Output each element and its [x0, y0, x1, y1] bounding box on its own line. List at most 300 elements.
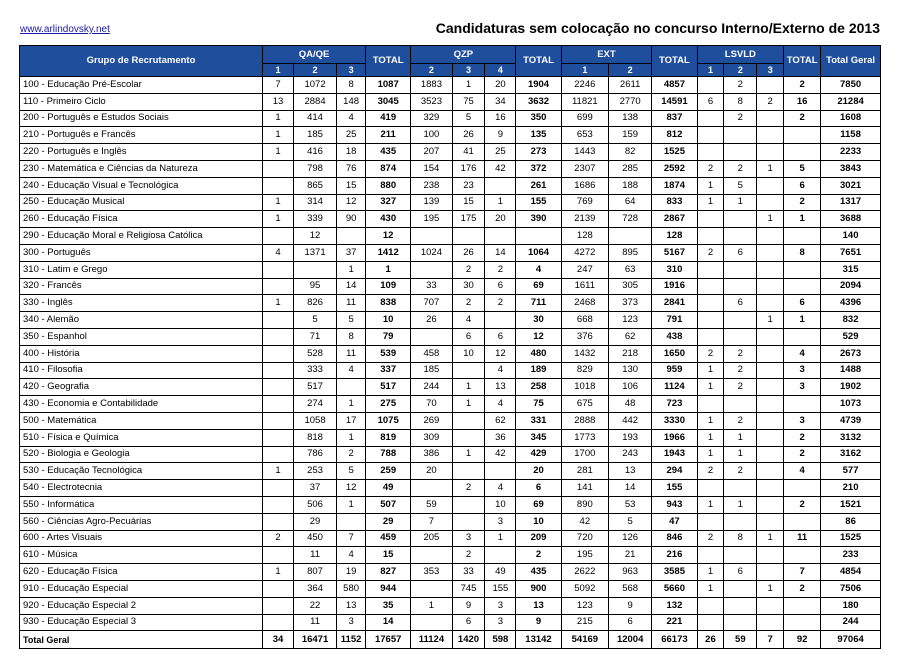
- table-row: [20, 144, 881, 161]
- value-cell: [263, 228, 294, 245]
- value-cell: 9: [516, 614, 561, 631]
- subcol-lsvld-3: 3: [757, 64, 784, 77]
- value-cell: 1: [724, 429, 757, 446]
- value-cell: 3843: [821, 160, 881, 177]
- table-row: [20, 261, 881, 278]
- value-cell: 309: [411, 429, 452, 446]
- value-cell: 944: [366, 580, 411, 597]
- table-row: [20, 547, 881, 564]
- value-cell: 3: [485, 614, 516, 631]
- header-ext-total: TOTAL: [652, 46, 697, 77]
- value-cell: 507: [366, 496, 411, 513]
- value-cell: 329: [411, 110, 452, 127]
- value-cell: [757, 614, 784, 631]
- table-row: [20, 228, 881, 245]
- value-cell: 274: [293, 396, 336, 413]
- value-cell: [757, 463, 784, 480]
- value-cell: 1700: [561, 446, 608, 463]
- value-cell: 2: [452, 295, 485, 312]
- value-cell: [757, 295, 784, 312]
- value-cell: 6: [697, 93, 724, 110]
- group-name-cell: 910 - Educação Especial: [20, 580, 263, 597]
- value-cell: 140: [821, 228, 881, 245]
- value-cell: [337, 513, 366, 530]
- subcol-qaqe-1: 1: [263, 64, 294, 77]
- value-cell: 2246: [561, 77, 608, 94]
- value-cell: 2: [452, 261, 485, 278]
- value-cell: 2: [784, 580, 821, 597]
- value-cell: 435: [366, 144, 411, 161]
- value-cell: 353: [411, 564, 452, 581]
- value-cell: 305: [609, 278, 652, 295]
- value-cell: 1: [263, 127, 294, 144]
- value-cell: 1: [452, 446, 485, 463]
- value-cell: 2841: [652, 295, 697, 312]
- group-name-cell: 310 - Latim e Grego: [20, 261, 263, 278]
- value-cell: 8: [784, 244, 821, 261]
- value-cell: 11: [293, 547, 336, 564]
- value-cell: 4: [485, 362, 516, 379]
- group-name-cell: 220 - Português e Inglês: [20, 144, 263, 161]
- value-cell: 12: [516, 328, 561, 345]
- value-cell: 1: [263, 211, 294, 228]
- value-cell: 711: [516, 295, 561, 312]
- value-cell: [784, 278, 821, 295]
- value-cell: [411, 261, 452, 278]
- value-cell: [724, 513, 757, 530]
- header-row-groups: [20, 46, 881, 64]
- value-cell: 1371: [293, 244, 336, 261]
- value-cell: 180: [821, 597, 881, 614]
- value-cell: 12004: [609, 631, 652, 649]
- value-cell: 23: [452, 177, 485, 194]
- value-cell: [452, 429, 485, 446]
- value-cell: 1: [263, 463, 294, 480]
- value-cell: 723: [652, 396, 697, 413]
- value-cell: 1: [452, 396, 485, 413]
- value-cell: 315: [821, 261, 881, 278]
- value-cell: 5092: [561, 580, 608, 597]
- value-cell: [724, 547, 757, 564]
- value-cell: 11124: [411, 631, 452, 649]
- value-cell: 128: [561, 228, 608, 245]
- value-cell: 4857: [652, 77, 697, 94]
- value-cell: [263, 429, 294, 446]
- value-cell: 159: [609, 127, 652, 144]
- subcol-lsvld-1: 1: [697, 64, 724, 77]
- value-cell: 14: [485, 244, 516, 261]
- table-row: [20, 328, 881, 345]
- value-cell: 53: [609, 496, 652, 513]
- value-cell: 132: [652, 597, 697, 614]
- value-cell: 2673: [821, 345, 881, 362]
- value-cell: 2094: [821, 278, 881, 295]
- value-cell: 6: [724, 295, 757, 312]
- value-cell: 17: [337, 412, 366, 429]
- table-row: [20, 412, 881, 429]
- value-cell: 4854: [821, 564, 881, 581]
- value-cell: 12: [293, 228, 336, 245]
- value-cell: 459: [366, 530, 411, 547]
- value-cell: 3045: [366, 93, 411, 110]
- value-cell: 6: [784, 295, 821, 312]
- value-cell: 141: [561, 480, 608, 497]
- value-cell: 2: [697, 244, 724, 261]
- header-qaqe: QA/QE: [263, 46, 366, 64]
- value-cell: 372: [516, 160, 561, 177]
- value-cell: 62: [485, 412, 516, 429]
- value-cell: [263, 580, 294, 597]
- value-cell: 7850: [821, 77, 881, 94]
- table-row: [20, 211, 881, 228]
- value-cell: [697, 480, 724, 497]
- value-cell: 458: [411, 345, 452, 362]
- value-cell: [697, 77, 724, 94]
- value-cell: [337, 379, 366, 396]
- value-cell: 812: [652, 127, 697, 144]
- value-cell: 20: [411, 463, 452, 480]
- value-cell: 2: [516, 547, 561, 564]
- value-cell: [452, 496, 485, 513]
- value-cell: 818: [293, 429, 336, 446]
- group-name-cell: 400 - História: [20, 345, 263, 362]
- value-cell: 1: [263, 564, 294, 581]
- value-cell: 11821: [561, 93, 608, 110]
- value-cell: 3132: [821, 429, 881, 446]
- value-cell: 7: [263, 77, 294, 94]
- value-cell: [263, 345, 294, 362]
- value-cell: [757, 446, 784, 463]
- value-cell: 5: [784, 160, 821, 177]
- value-cell: [263, 547, 294, 564]
- value-cell: 4: [485, 396, 516, 413]
- value-cell: 7: [784, 564, 821, 581]
- value-cell: 2: [724, 160, 757, 177]
- header-grand-total: Total Geral: [821, 46, 881, 77]
- value-cell: [293, 261, 336, 278]
- value-cell: 126: [609, 530, 652, 547]
- value-cell: 3632: [516, 93, 561, 110]
- value-cell: 2: [784, 194, 821, 211]
- table-row: [20, 530, 881, 547]
- value-cell: 2: [757, 93, 784, 110]
- value-cell: 1087: [366, 77, 411, 94]
- value-cell: [757, 194, 784, 211]
- header-qzp: QZP: [411, 46, 516, 64]
- group-name-cell: 530 - Educação Tecnológica: [20, 463, 263, 480]
- value-cell: 5: [293, 312, 336, 329]
- value-cell: [757, 480, 784, 497]
- value-cell: 6: [485, 278, 516, 295]
- value-cell: [757, 412, 784, 429]
- table-row: [20, 160, 881, 177]
- value-cell: 1: [337, 396, 366, 413]
- value-cell: 6: [724, 244, 757, 261]
- value-cell: [724, 127, 757, 144]
- value-cell: 7: [411, 513, 452, 530]
- value-cell: 16: [784, 93, 821, 110]
- value-cell: 5660: [652, 580, 697, 597]
- value-cell: [757, 177, 784, 194]
- value-cell: 69: [516, 278, 561, 295]
- value-cell: 34: [263, 631, 294, 649]
- value-cell: 1608: [821, 110, 881, 127]
- group-name-cell: Total Geral: [20, 631, 263, 649]
- value-cell: 215: [561, 614, 608, 631]
- value-cell: 5167: [652, 244, 697, 261]
- value-cell: 788: [366, 446, 411, 463]
- value-cell: [263, 412, 294, 429]
- value-cell: 1521: [821, 496, 881, 513]
- table-row: [20, 496, 881, 513]
- table-row: [20, 513, 881, 530]
- value-cell: 13: [609, 463, 652, 480]
- value-cell: 18: [337, 144, 366, 161]
- value-cell: 155: [516, 194, 561, 211]
- value-cell: [724, 211, 757, 228]
- value-cell: [757, 110, 784, 127]
- value-cell: 2: [784, 446, 821, 463]
- group-name-cell: 620 - Educação Física: [20, 564, 263, 581]
- value-cell: 865: [293, 177, 336, 194]
- value-cell: 675: [561, 396, 608, 413]
- subcol-qzp-2: 2: [411, 64, 452, 77]
- value-cell: 3162: [821, 446, 881, 463]
- value-cell: 64: [609, 194, 652, 211]
- value-cell: 20: [485, 77, 516, 94]
- value-cell: 668: [561, 312, 608, 329]
- group-name-cell: 600 - Artes Visuais: [20, 530, 263, 547]
- value-cell: 2: [784, 110, 821, 127]
- value-cell: 2: [697, 530, 724, 547]
- value-cell: 4: [784, 463, 821, 480]
- value-cell: 11: [337, 345, 366, 362]
- value-cell: [485, 177, 516, 194]
- value-cell: 3021: [821, 177, 881, 194]
- value-cell: 3: [452, 530, 485, 547]
- value-cell: 123: [609, 312, 652, 329]
- group-name-cell: 350 - Espanhol: [20, 328, 263, 345]
- value-cell: 12: [337, 480, 366, 497]
- value-cell: 3688: [821, 211, 881, 228]
- value-cell: 139: [411, 194, 452, 211]
- value-cell: 1904: [516, 77, 561, 94]
- table-row: [20, 580, 881, 597]
- value-cell: [697, 261, 724, 278]
- value-cell: 350: [516, 110, 561, 127]
- value-cell: 1611: [561, 278, 608, 295]
- value-cell: 243: [609, 446, 652, 463]
- value-cell: [784, 480, 821, 497]
- value-cell: 827: [366, 564, 411, 581]
- value-cell: 833: [652, 194, 697, 211]
- group-name-cell: 210 - Português e Francês: [20, 127, 263, 144]
- value-cell: 42: [485, 446, 516, 463]
- table-row: [20, 463, 881, 480]
- subcol-ext-1: 1: [561, 64, 608, 77]
- group-name-cell: 320 - Francês: [20, 278, 263, 295]
- value-cell: 2: [485, 261, 516, 278]
- value-cell: 2: [784, 429, 821, 446]
- group-name-cell: 110 - Primeiro Ciclo: [20, 93, 263, 110]
- value-cell: 963: [609, 564, 652, 581]
- value-cell: 218: [609, 345, 652, 362]
- table-row: [20, 295, 881, 312]
- value-cell: 12: [485, 345, 516, 362]
- value-cell: [263, 496, 294, 513]
- value-cell: 720: [561, 530, 608, 547]
- value-cell: 1: [757, 211, 784, 228]
- value-cell: 1: [757, 312, 784, 329]
- value-cell: 1916: [652, 278, 697, 295]
- value-cell: 1525: [821, 530, 881, 547]
- group-name-cell: 200 - Português e Estudos Sociais: [20, 110, 263, 127]
- value-cell: 826: [293, 295, 336, 312]
- value-cell: [757, 429, 784, 446]
- value-cell: 1: [263, 144, 294, 161]
- value-cell: 2139: [561, 211, 608, 228]
- value-cell: 3523: [411, 93, 452, 110]
- value-cell: 100: [411, 127, 452, 144]
- value-cell: 207: [411, 144, 452, 161]
- value-cell: 429: [516, 446, 561, 463]
- value-cell: 386: [411, 446, 452, 463]
- value-cell: 244: [411, 379, 452, 396]
- value-cell: 30: [516, 312, 561, 329]
- value-cell: 1: [485, 194, 516, 211]
- value-cell: 1: [784, 312, 821, 329]
- value-cell: [411, 614, 452, 631]
- subcol-ext-2: 2: [609, 64, 652, 77]
- value-cell: 791: [652, 312, 697, 329]
- value-cell: 1432: [561, 345, 608, 362]
- table-row: [20, 93, 881, 110]
- value-cell: 221: [652, 614, 697, 631]
- group-name-cell: 420 - Geografia: [20, 379, 263, 396]
- value-cell: 880: [366, 177, 411, 194]
- value-cell: 247: [561, 261, 608, 278]
- value-cell: 211: [366, 127, 411, 144]
- value-cell: 529: [821, 328, 881, 345]
- value-cell: 1: [337, 496, 366, 513]
- value-cell: 1: [697, 194, 724, 211]
- value-cell: 1018: [561, 379, 608, 396]
- group-name-cell: 610 - Música: [20, 547, 263, 564]
- value-cell: 8: [724, 530, 757, 547]
- value-cell: [263, 160, 294, 177]
- total-row: [20, 631, 881, 649]
- value-cell: [697, 211, 724, 228]
- value-cell: 109: [366, 278, 411, 295]
- value-cell: 539: [366, 345, 411, 362]
- value-cell: 846: [652, 530, 697, 547]
- value-cell: 2770: [609, 93, 652, 110]
- value-cell: 414: [293, 110, 336, 127]
- value-cell: 1: [452, 379, 485, 396]
- value-cell: 653: [561, 127, 608, 144]
- value-cell: 20: [516, 463, 561, 480]
- value-cell: 15: [366, 547, 411, 564]
- value-cell: 314: [293, 194, 336, 211]
- value-cell: 1420: [452, 631, 485, 649]
- document-title: Candidaturas sem colocação no concurso Interno/Externo de 2013: [435, 20, 880, 36]
- value-cell: [263, 278, 294, 295]
- value-cell: 8: [724, 93, 757, 110]
- value-cell: 2592: [652, 160, 697, 177]
- group-name-cell: 520 - Biologia e Geologia: [20, 446, 263, 463]
- value-cell: 49: [485, 564, 516, 581]
- value-cell: 294: [652, 463, 697, 480]
- value-cell: 35: [366, 597, 411, 614]
- table-row: [20, 379, 881, 396]
- value-cell: 15: [452, 194, 485, 211]
- value-cell: 2888: [561, 412, 608, 429]
- value-cell: 2: [452, 480, 485, 497]
- value-cell: [697, 295, 724, 312]
- table-row: [20, 244, 881, 261]
- table-row: [20, 110, 881, 127]
- value-cell: 205: [411, 530, 452, 547]
- value-cell: 281: [561, 463, 608, 480]
- value-cell: 148: [337, 93, 366, 110]
- value-cell: 30: [452, 278, 485, 295]
- table-row: [20, 345, 881, 362]
- value-cell: 345: [516, 429, 561, 446]
- value-cell: 1412: [366, 244, 411, 261]
- value-cell: [784, 144, 821, 161]
- site-link[interactable]: www.arlindovsky.net: [20, 24, 110, 35]
- value-cell: 1883: [411, 77, 452, 94]
- header-lsvld-total: TOTAL: [784, 46, 821, 77]
- value-cell: 41: [452, 144, 485, 161]
- value-cell: 42: [561, 513, 608, 530]
- table-row: [20, 480, 881, 497]
- group-name-cell: 920 - Educação Especial 2: [20, 597, 263, 614]
- value-cell: 798: [293, 160, 336, 177]
- value-cell: [452, 513, 485, 530]
- value-cell: 4: [784, 345, 821, 362]
- value-cell: 259: [366, 463, 411, 480]
- table-row: [20, 278, 881, 295]
- value-cell: 373: [609, 295, 652, 312]
- value-cell: 959: [652, 362, 697, 379]
- value-cell: [697, 328, 724, 345]
- value-cell: 195: [411, 211, 452, 228]
- value-cell: 285: [609, 160, 652, 177]
- value-cell: 21: [609, 547, 652, 564]
- value-cell: 6: [724, 564, 757, 581]
- header-group-label: Grupo de Recrutamento: [20, 46, 263, 77]
- value-cell: 528: [293, 345, 336, 362]
- table-row: [20, 597, 881, 614]
- value-cell: 49: [366, 480, 411, 497]
- value-cell: 1058: [293, 412, 336, 429]
- group-name-cell: 340 - Alemão: [20, 312, 263, 329]
- value-cell: 59: [411, 496, 452, 513]
- value-cell: 37: [337, 244, 366, 261]
- value-cell: 13: [263, 93, 294, 110]
- value-cell: 577: [821, 463, 881, 480]
- value-cell: [757, 496, 784, 513]
- value-cell: [452, 362, 485, 379]
- group-name-cell: 930 - Educação Especial 3: [20, 614, 263, 631]
- value-cell: 807: [293, 564, 336, 581]
- subcol-lsvld-2: 2: [724, 64, 757, 77]
- value-cell: 5: [609, 513, 652, 530]
- value-cell: 310: [652, 261, 697, 278]
- value-cell: 128: [652, 228, 697, 245]
- value-cell: 1152: [337, 631, 366, 649]
